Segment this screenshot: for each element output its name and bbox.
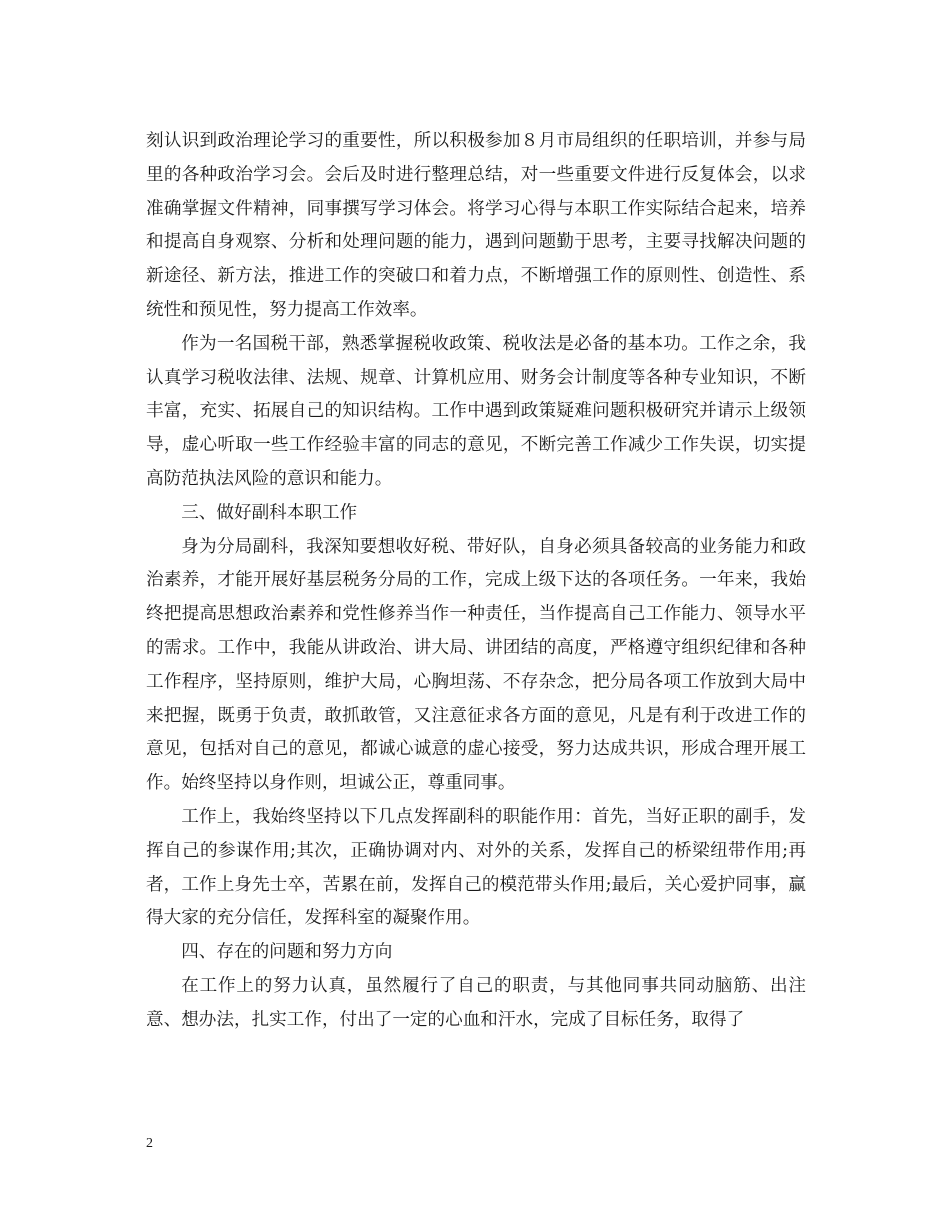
paragraph-problems: 在工作上的努力认真，虽然履行了自己的职责，与其他同事共同动脑筋、出注意、想办法，扎实工作，付出了一定的心血和汗水，完成了目标任务，取得了 xyxy=(146,975,806,1030)
paragraph-deputy-duties: 身为分局副科，我深知要想收好税、带好队，自身必须具备较高的业务能力和政治素养，才能开展好基层税务分局的工作，完成上级下达的各项任务。一年来，我始终把提高思想政治素养和党性修养当作一种责任，当作提高自己工作能力、领导水平的需求。工作中，我能从讲政治、讲大局、讲团结的高度，严格遵守组织纪律和各种工作程序，坚持原则，维护大局，心胸坦荡、不存杂念，把分局各项工作放到大局中来把握，既勇于负责，敢抓敢管，又注意征求各方面的意见，凡是有利于改进工作的意见，包括对自己的意见，都诚心诚意的虚心接受，努力达成共识，形成合理开展工作。始终坚持以身作则，坦诚公正，尊重同事。 xyxy=(146,536,806,794)
paragraph-deputy-functions: 工作上，我始终坚持以下几点发挥副科的职能作用：首先，当好正职的副手，发挥自己的参谋作用;其次，正确协调对内、对外的关系，发挥自己的桥梁纽带作用;再者，工作上身先士卒，苦累在前，发挥自己的模范带头作用;最后，关心爱护同事，赢得大家的充分信任，发挥科室的凝聚作用。 xyxy=(146,806,806,929)
paragraph-continuation: 刻认识到政治理论学习的重要性，所以积极参加８月市局组织的任职培训，并参与局里的各种政治学习会。会后及时进行整理总结，对一些重要文件进行反复体会，以求准确掌握文件精神，同事撰写学习体会。将学习心得与本职工作实际结合起来，培养和提高自身观察、分析和处理问题的能力，遇到问题勤于思考，主要寻找解决问题的新途径、新方法，推进工作的突破口和着力点，不断增强工作的原则性、创造性、系统性和预见性，努力提高工作效率。 xyxy=(146,131,806,320)
document-body xyxy=(146,125,806,1038)
paragraph-tax-knowledge: 作为一名国税干部，熟悉掌握税收政策、税收法是必备的基本功。工作之余，我认真学习税收法律、法规、规章、计算机应用、财务会计制度等各种专业知识，不断丰富，充实、拓展自己的知识结构。工作中遇到政策疑难问题积极研究并请示上级领导，虚心听取一些工作经验丰富的同志的意见，不断完善工作减少工作失误，切实提高防范执法风险的意识和能力。 xyxy=(146,333,806,489)
section-heading-3: 三、做好副科本职工作 xyxy=(181,502,358,523)
section-heading-4: 四、存在的问题和努力方向 xyxy=(181,942,393,963)
page-number: 2 xyxy=(146,1136,153,1151)
